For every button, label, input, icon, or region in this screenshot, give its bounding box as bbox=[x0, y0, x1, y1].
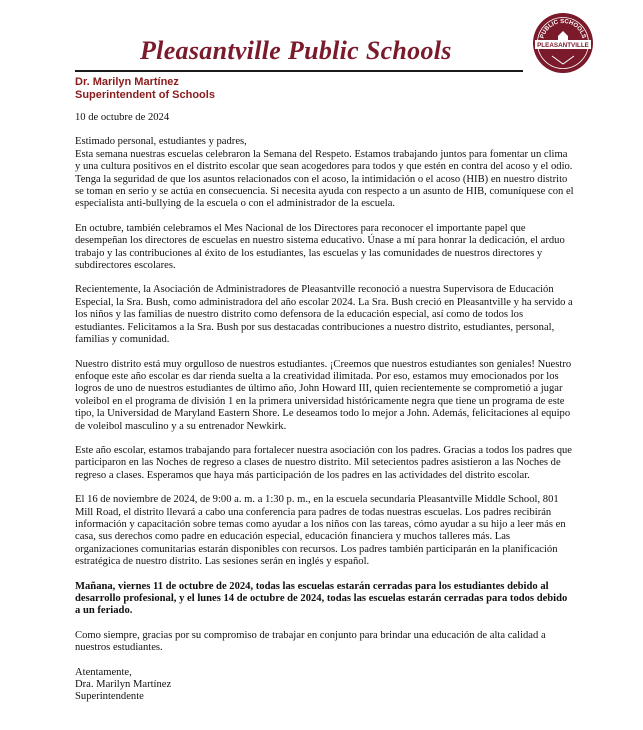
header-divider bbox=[75, 70, 523, 72]
paragraph-administrator-award: Recientemente, la Asociación de Administradores de Pleasantville reconoció a nuestra Supervisora de Educación Especial, la Sra. Bush, como administradora del año escolar 2024. La Sra. Bush creció en Pleasantville y ha servido a los niños y las familias de nuestro distrito como defensora de la educación especial, así como de todos los estudiantes. Felicitamos a la Sra. Bush por sus destacadas contribuciones a nuestro distrito, estudiantes, personal, familias y comunidad. bbox=[75, 284, 573, 346]
paragraph-school-closures: Mañana, viernes 11 de octubre de 2024, todas las escuelas estarán cerradas para los estudiantes debido al desarrollo profesional, y el lunes 14 de octubre de 2024, todas las escuelas estarán cerradas para todos debido a un feriado. bbox=[75, 580, 568, 617]
letter-body bbox=[75, 112, 575, 704]
paragraph-closing: Como siempre, gracias por su compromiso de trabajar en conjunto para brindar una educación de alta calidad a nuestros estudiantes. bbox=[75, 629, 546, 654]
page-title: Pleasantville Public Schools bbox=[140, 36, 452, 65]
seal-banner-text: PLEASANTVILLE bbox=[537, 42, 589, 49]
superintendent-title: Superintendent of Schools bbox=[75, 89, 215, 101]
paragraph-principals-month: En octubre, también celebramos el Mes Nacional de los Directores para reconocer el importante papel que desempeñan los directores de escuelas en nuestro sistema educativo. Únase a mí para honrar la dedicación, el arduo trabajo y las contribuciones al éxito de los estudiantes, las escuelas y las comunidades de nuestros directores y subdirectores escolares. bbox=[75, 222, 565, 272]
superintendent-name: Dr. Marilyn Martínez bbox=[75, 76, 179, 88]
paragraph-respect-week: Esta semana nuestras escuelas celebraron la Semana del Respeto. Estamos trabajando juntos para fomentar un clima y una cultura positivos en el distrito escolar que sean acogedores para todos y que estén en contra del acoso y el odio. Tenga la seguridad de que los asuntos relacionados con el acoso, la intimidación o el acoso (HIB) en nuestro distrito se toman en serio y se actúa en consecuencia. Si necesita ayuda con respecto a un asunto de HIB, comuníquese con el especialista anti-bullying de la escuela o con el administrador de la escuela. bbox=[75, 148, 574, 210]
letter-date: 10 de octubre de 2024 bbox=[75, 112, 170, 123]
paragraph-parent-conference: El 16 de noviembre de 2024, de 9:00 a. m. a 1:30 p. m., en la escuela secundaria Pleasantville Middle School, 801 Mill Road, el distrito llevará a cabo una conferencia para padres de todas nuestras escuelas. Los padres recibirán información y capacitación sobre temas como ayudar a los niños con las tareas, cómo ayudar a su hijo a leer más en casa, sus derechos como padre en educación especial, educación financiera y muchos talleres más. Las organizaciones comunitarias estarán disponibles con recursos. Los padres también participarán en la planificación estratégica de nuestro distrito. Las sesiones serán en inglés y español. bbox=[75, 494, 566, 568]
letter-salutation: Estimado personal, estudiantes y padres, bbox=[75, 136, 247, 148]
paragraph-parent-partnership: Este año escolar, estamos trabajando para fortalecer nuestra asociación con los padres. Gracias a todos los padres que participaron en las Noches de regreso a clases de nuestro distrito. Mil setecientos padres asistieron a las Noches de regreso a clases. Esperamos que haya más participación de los padres en las actividades del distrito escolar. bbox=[75, 444, 572, 481]
signer-name: Dra. Marilyn Martínez bbox=[75, 679, 172, 691]
school-seal-logo bbox=[532, 12, 594, 74]
seal-arc-text: PUBLIC SCHOOLS bbox=[539, 18, 587, 40]
letter-signoff: Atentamente, bbox=[75, 666, 132, 678]
paragraph-student-achievement: Nuestro distrito está muy orgulloso de nuestros estudiantes. ¡Creemos que nuestros estudiantes son geniales! Nuestro enfoque este año escolar es dar rienda suelta a la creatividad ilimitada. Por eso, estamos muy emocionados por los logros de uno de nuestros estudiantes de último año, John Howard III, quien recientemente se comprometió a jugar voleibol en el programa de división 1 en la primera universidad históricamente negra que tiene un programa de este tipo, la Universidad de Maryland Eastern Shore. Le deseamos todo lo mejor a John. Además, felicitaciones al equipo de voleibol masculino y a su entrenador Newkirk. bbox=[75, 358, 572, 432]
signer-title: Superintendente bbox=[75, 691, 144, 703]
